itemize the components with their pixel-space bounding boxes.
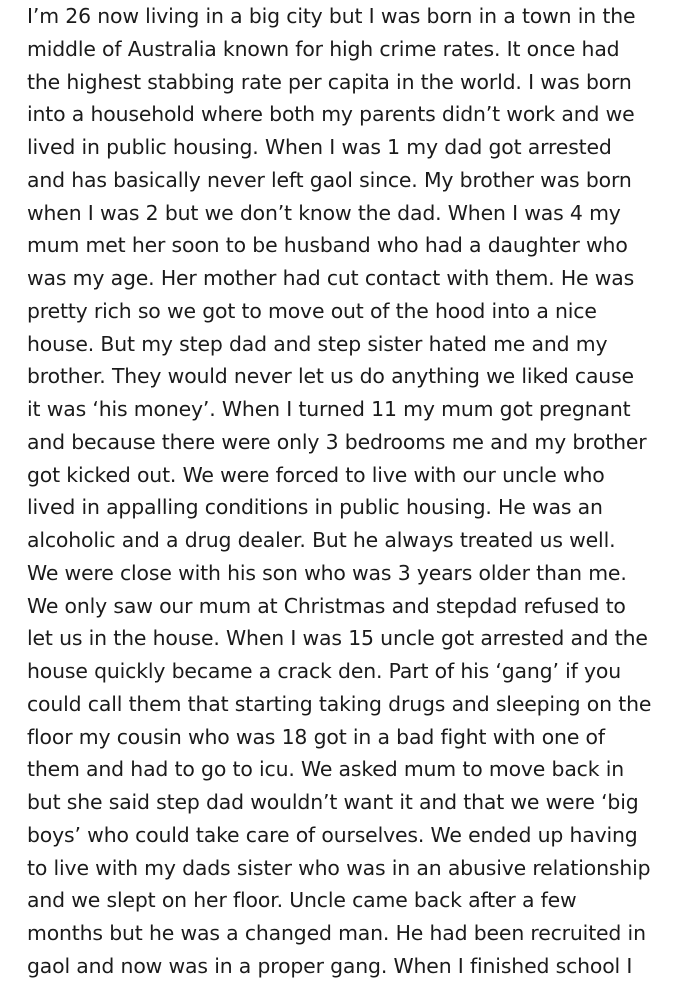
text-line-24: them and had to go to icu. We asked mum to move back in — [27, 757, 625, 782]
text-line-6: and has basically never left gaol since. My brother was born — [27, 167, 632, 192]
text-line-18: We were close with his son who was 3 years older than me. — [27, 560, 627, 585]
text-line-12: brother. They would never let us do anything we liked cause — [27, 364, 634, 389]
text-line-26: boys’ who could take care of ourselves. We ended up having — [27, 822, 638, 847]
text-line-16: lived in appalling conditions in public housing. He was an — [27, 495, 603, 520]
text-line-14: and because there were only 3 bedrooms me and my brother — [27, 429, 647, 454]
text-line-13: it was ‘his money’. When I turned 11 my mum got pregnant — [27, 397, 631, 421]
text-line-21: house quickly became a crack den. Part of his ‘gang’ if you — [27, 659, 622, 683]
text-line-1: I’m 26 now living in a big city but I was born in a town in the — [27, 4, 636, 28]
text-line-22: could call them that starting taking drugs and sleeping on the — [27, 691, 652, 716]
text-line-27: to live with my dads sister who was in an abusive relationship — [27, 855, 651, 880]
text-line-15: got kicked out. We were forced to live with our uncle who — [27, 462, 605, 487]
text-line-5: lived in public housing. When I was 1 my dad got arrested — [27, 135, 612, 159]
text-line-4: into a household where both my parents didn’t work and we — [27, 102, 635, 127]
text-line-3: the highest stabbing rate per capita in the world. I was born — [27, 69, 632, 94]
post-body-text — [27, 0, 700, 983]
text-line-10: pretty rich so we got to move out of the hood into a nice — [27, 298, 597, 323]
text-line-7: when I was 2 but we don’t know the dad. When I was 4 my — [27, 200, 621, 225]
text-line-23: floor my cousin who was 18 got in a bad fight with one of — [27, 724, 605, 749]
text-line-20: let us in the house. When I was 15 uncle got arrested and the — [27, 626, 648, 651]
text-line-17: alcoholic and a drug dealer. But he always treated us well. — [27, 528, 616, 552]
text-line-30: gaol and now was in a proper gang. When I finished school I — [27, 953, 633, 978]
text-line-29: months but he was a changed man. He had been recruited in — [27, 921, 646, 945]
text-line-28: and we slept on her floor. Uncle came back after a few — [27, 888, 577, 913]
text-line-8: mum met her soon to be husband who had a daughter who — [27, 233, 628, 258]
text-line-19: We only saw our mum at Christmas and stepdad refused to — [27, 593, 626, 618]
text-line-9: was my age. Her mother had cut contact with them. He was — [27, 266, 635, 290]
text-line-2: middle of Australia known for high crime rates. It once had — [27, 36, 620, 61]
text-line-25: but she said step dad wouldn’t want it and that we were ‘big — [27, 790, 639, 814]
text-line-11: house. But my step dad and step sister hated me and my — [27, 331, 608, 356]
